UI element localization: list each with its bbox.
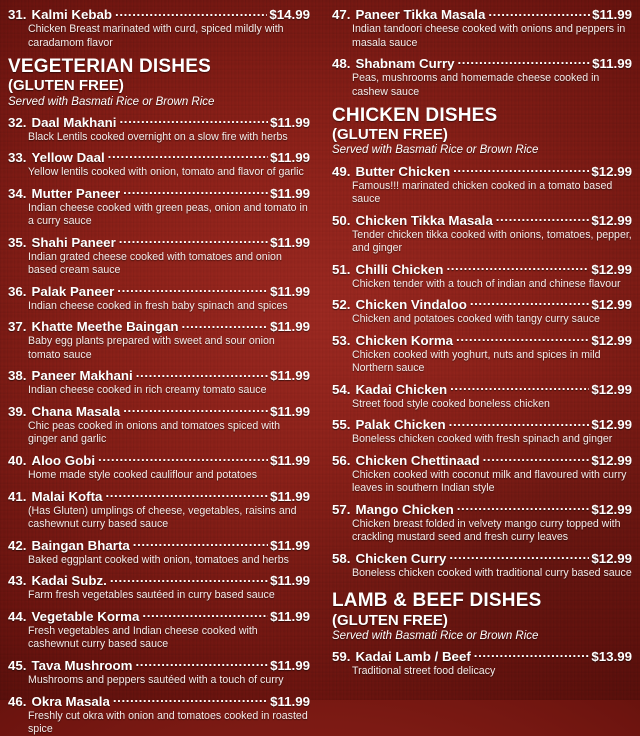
menu-item — [8, 572, 310, 603]
menu-item-line — [332, 648, 632, 664]
menu-item — [332, 381, 632, 412]
menu-item-line — [332, 162, 632, 178]
menu-item-price: $11.99 — [270, 150, 310, 166]
menu-item-number: 41. — [8, 488, 27, 504]
menu-item — [332, 55, 632, 99]
menu-item-description: Chicken breast folded in velvety mango curry topped with crackling mustard seed and fresh curry leaves — [352, 518, 621, 544]
dot-leader — [123, 185, 268, 198]
dot-leader — [133, 536, 268, 549]
dot-leader — [110, 572, 268, 585]
menu-item-description: Chicken cooked with coconut milk and flavoured with curry leaves in southern Indian style — [352, 469, 627, 495]
menu-item-number: 35. — [8, 234, 27, 250]
dot-leader — [108, 149, 268, 162]
menu-item-price: $12.99 — [591, 417, 632, 433]
menu-item-description: Chicken tender with a touch of indian and chinese flavour — [352, 277, 621, 290]
menu-item-name: Baingan Bharta — [31, 537, 130, 553]
dot-leader — [453, 162, 589, 175]
menu-item-line — [332, 55, 632, 71]
menu-item-description: Boneless chicken cooked with fresh spinach and ginger — [352, 433, 613, 446]
menu-item-name: Chicken Tikka Masala — [355, 212, 493, 228]
menu-item-name: Khatte Meethe Baingan — [31, 319, 179, 335]
menu-item-name: Kadai Chicken — [355, 381, 448, 397]
menu-item-price: $11.99 — [270, 657, 310, 673]
menu-item-line — [8, 608, 310, 624]
menu-item-price: $11.99 — [592, 7, 632, 23]
menu-item-price: $11.99 — [592, 56, 632, 72]
menu-item-line — [8, 657, 310, 673]
menu-item-description: Home made style cooked cauliflour and potatoes — [28, 469, 258, 482]
menu-item-line — [8, 572, 310, 588]
section-title: CHICKEN DISHES — [332, 104, 498, 126]
menu-item-name: Mango Chicken — [355, 502, 454, 518]
menu-item-line — [8, 536, 310, 552]
menu-item-price: $11.99 — [270, 537, 310, 553]
menu-item-number: 47. — [332, 7, 351, 23]
menu-item — [332, 211, 632, 255]
menu-left-column — [8, 6, 320, 735]
menu-item — [8, 692, 310, 736]
menu-item — [8, 283, 310, 314]
menu-item-name: Daal Makhani — [31, 114, 117, 130]
menu-item-description: Chicken Breast marinated with curd, spiced mildly with caradamom flavor — [28, 23, 284, 49]
menu-item — [332, 648, 632, 679]
menu-item — [332, 501, 632, 545]
menu-item-price: $12.99 — [591, 381, 632, 397]
menu-item-name: Chilli Chicken — [355, 261, 444, 277]
section-header-lamb-beef — [332, 590, 632, 643]
menu-item — [332, 332, 632, 376]
menu-item — [8, 367, 310, 398]
menu-item-number: 39. — [8, 404, 27, 420]
menu-item — [8, 487, 310, 531]
section-title: LAMB & BEEF DISHES — [332, 590, 542, 612]
menu-item-number: 33. — [8, 150, 27, 166]
menu-item-description: Street food style cooked boneless chicken — [352, 397, 550, 410]
menu-item-description: Chicken and potatoes cooked with tangy curry sauce — [352, 313, 600, 326]
menu-item-description: Chicken cooked with yoghurt, nuts and spices in mild Northern sauce — [352, 348, 601, 375]
menu-item-price: $12.99 — [591, 332, 632, 348]
menu-item-line — [8, 318, 310, 334]
dot-leader — [105, 487, 268, 500]
menu-item-name: Butter Chicken — [355, 163, 451, 179]
dot-leader — [474, 648, 590, 661]
menu-item-line — [332, 211, 632, 227]
menu-item-line — [332, 550, 632, 566]
menu-item-description: Indian cheese cooked with green peas, onion and tomato in a curry sauce — [28, 201, 308, 228]
menu-item-line — [332, 381, 632, 397]
section-note: Served with Basmati Rice or Brown Rice — [332, 144, 539, 157]
menu-item — [8, 536, 310, 567]
dot-leader — [458, 55, 591, 68]
menu-item — [8, 403, 310, 447]
section-header-chicken — [332, 105, 632, 158]
menu-item-description: (Has Gluten) umplings of cheese, vegetables, raisins and cashewnut curry based sauce — [28, 504, 297, 531]
menu-item-number: 49. — [332, 163, 351, 179]
menu-item-description: Indian cheese cooked in fresh baby spinach and spices — [28, 299, 288, 312]
menu-item-name: Mutter Paneer — [31, 185, 121, 201]
menu-item — [8, 452, 310, 483]
menu-item-line — [8, 234, 310, 250]
menu-item-name: Chicken Vindaloo — [355, 297, 467, 313]
menu-item-name: Palak Chicken — [355, 417, 446, 433]
menu-item-line — [332, 416, 632, 432]
menu-item — [8, 6, 310, 50]
menu-item-description: Baked eggplant cooked with onion, tomatoes and herbs — [28, 553, 289, 566]
menu-item-description: Indian grated cheese cooked with tomatoes and onion based cream sauce — [28, 250, 282, 277]
menu-item-line — [8, 149, 310, 165]
section-header-vegetarian — [8, 56, 310, 109]
menu-item-number: 42. — [8, 537, 27, 553]
menu-item-name: Okra Masala — [31, 693, 110, 709]
menu-item — [8, 608, 310, 652]
menu-item-line — [8, 692, 310, 708]
menu-item-name: Chicken Korma — [355, 332, 454, 348]
menu-item-name: Paneer Tikka Masala — [355, 7, 486, 23]
menu-item-name: Kadai Subz. — [31, 573, 107, 589]
menu-item-number: 57. — [332, 502, 351, 518]
menu-item-line — [332, 6, 632, 22]
section-subtitle: (GLUTEN FREE) — [8, 77, 124, 95]
dot-leader — [449, 416, 590, 429]
menu-right-column — [320, 6, 632, 700]
section-subtitle: (GLUTEN FREE) — [332, 611, 448, 629]
menu-item-line — [8, 283, 310, 299]
dot-leader — [456, 332, 589, 345]
dot-leader — [113, 692, 268, 705]
section-note: Served with Basmati Rice or Brown Rice — [332, 629, 539, 642]
menu-item-number: 43. — [8, 573, 27, 589]
menu-item-name: Vegetable Korma — [31, 609, 140, 624]
menu-item-line — [332, 501, 632, 517]
menu-item-line — [8, 185, 310, 201]
menu-item-number: 38. — [8, 368, 27, 384]
menu-items-continued — [8, 6, 310, 50]
menu-item-price: $13.99 — [591, 649, 632, 665]
menu-item-price: $11.99 — [270, 114, 310, 130]
menu-item-description: Indian cheese cooked in rich creamy tomato sauce — [28, 384, 267, 397]
menu-item-line — [8, 367, 310, 383]
menu-item — [8, 318, 310, 362]
menu-item-line — [332, 332, 632, 348]
menu-item-description: Chic peas cooked in onions and tomatoes spiced with ginger and garlic — [28, 420, 281, 446]
menu-item-price: $11.99 — [270, 283, 310, 299]
menu-item-number: 31. — [8, 7, 27, 23]
menu-item-number: 36. — [8, 283, 27, 299]
menu-item-description: Famous!!! marinated chicken cooked in a tomato based sauce — [352, 179, 613, 205]
menu-item — [332, 452, 632, 496]
menu-item-number: 34. — [8, 185, 27, 201]
menu-item-name: Shahi Paneer — [31, 234, 116, 250]
dot-leader — [123, 403, 268, 416]
menu-item-name: Yellow Daal — [31, 150, 105, 166]
menu-item-price: $12.99 — [591, 551, 632, 567]
menu-item-number: 51. — [332, 261, 351, 277]
menu-item-description: Boneless chicken cooked with traditional curry based sauce — [352, 567, 632, 580]
menu-item-price: $11.99 — [270, 185, 310, 201]
menu-item-price: $12.99 — [591, 297, 632, 313]
menu-item-line — [8, 113, 310, 129]
menu-item-list-vegetarian-continued — [332, 6, 632, 99]
menu-item — [332, 296, 632, 327]
menu-item-list-vegetarian — [8, 113, 310, 736]
dot-leader — [135, 657, 268, 670]
menu-item-name: Shabnam Curry — [355, 56, 455, 72]
dot-leader — [98, 452, 268, 465]
menu-item-line — [8, 487, 310, 503]
menu-item-number: 54. — [332, 381, 351, 397]
menu-item-name: Palak Paneer — [31, 283, 115, 299]
menu-item — [8, 234, 310, 278]
menu-item-price: $11.99 — [270, 404, 310, 420]
menu-item-number: 53. — [332, 332, 351, 348]
dot-leader — [470, 296, 590, 309]
menu-item-number: 56. — [332, 453, 351, 469]
menu-item-price: $12.99 — [591, 163, 632, 179]
dot-leader — [446, 260, 589, 273]
menu-item — [332, 416, 632, 447]
menu-item — [332, 6, 632, 50]
menu-item-line — [332, 296, 632, 312]
menu-item-price: $11.99 — [270, 573, 310, 589]
menu-item — [8, 113, 310, 144]
menu-item-price: $12.99 — [591, 261, 632, 277]
menu-item-description: Mushrooms and peppers sautéed with a touch of curry — [28, 673, 284, 686]
dot-leader — [117, 283, 268, 296]
menu-item-number: 58. — [332, 551, 351, 567]
dot-leader — [496, 211, 590, 224]
menu-item-description: Indian tandoori cheese cooked with onions and peppers in masala sauce — [352, 23, 626, 49]
menu-item-price: $11.99 — [270, 693, 310, 709]
menu-item-description: Peas, mushrooms and homemade cheese cooked in cashew sauce — [352, 72, 600, 98]
menu-item-name: Aloo Gobi — [31, 453, 96, 469]
menu-item-name: Tava Mushroom — [31, 657, 133, 673]
section-subtitle: (GLUTEN FREE) — [332, 126, 448, 144]
menu-item-number: 50. — [332, 212, 351, 228]
menu-item-number: 44. — [8, 609, 27, 624]
menu-item-name: Malai Kofta — [31, 488, 103, 504]
menu-item-description: Baby egg plants prepared with sweet and sour onion tomato sauce — [28, 335, 275, 361]
menu-item — [332, 260, 632, 291]
menu-item-price: $14.99 — [269, 7, 310, 23]
menu-item-description: Yellow lentils cooked with onion, tomato and flavor of garlic — [28, 166, 304, 179]
menu-item-price: $11.99 — [270, 453, 310, 469]
menu-item-description: Farm fresh vegetables sautéed in curry based sauce — [28, 589, 275, 602]
menu-item-line — [8, 6, 310, 22]
menu-item — [8, 149, 310, 180]
menu-item-number: 45. — [8, 657, 27, 673]
menu-item-price: $11.99 — [270, 609, 310, 624]
dot-leader — [142, 608, 268, 621]
dot-leader — [483, 452, 590, 465]
menu-item-price: $12.99 — [591, 212, 632, 228]
menu-item-name: Chana Masala — [31, 404, 121, 420]
dot-leader — [450, 381, 589, 394]
dot-leader — [182, 318, 269, 331]
menu-item-list-chicken — [332, 162, 632, 580]
menu-item-name: Kalmi Kebab — [31, 7, 113, 23]
menu-item-name: Paneer Makhani — [31, 368, 133, 384]
menu-item-price: $11.99 — [270, 488, 310, 504]
menu-item-price: $12.99 — [591, 453, 632, 469]
menu-item — [332, 550, 632, 581]
menu-item-price: $11.99 — [270, 234, 310, 250]
menu-item — [332, 162, 632, 206]
dot-leader — [136, 367, 268, 380]
menu-item-number: 55. — [332, 417, 351, 433]
dot-leader — [115, 6, 267, 19]
dot-leader — [488, 6, 590, 19]
menu-item-price: $11.99 — [270, 319, 310, 335]
dot-leader — [119, 234, 268, 247]
menu-item-number: 59. — [332, 649, 351, 665]
menu-item-name: Chicken Curry — [355, 551, 447, 567]
dot-leader — [119, 113, 268, 126]
menu-item-list-lamb-beef — [332, 648, 632, 679]
menu-item — [8, 185, 310, 229]
menu-item-number: 32. — [8, 114, 27, 130]
menu-item-description: Traditional street food delicacy — [352, 665, 496, 678]
menu-item-line — [8, 452, 310, 468]
menu-item-price: $11.99 — [270, 368, 310, 384]
section-note: Served with Basmati Rice or Brown Rice — [8, 95, 215, 108]
menu-item-number: 46. — [8, 693, 27, 709]
menu-item-number: 37. — [8, 319, 27, 335]
dot-leader — [457, 501, 590, 514]
menu-item-price: $12.99 — [591, 502, 632, 518]
menu-item-number: 40. — [8, 453, 27, 469]
menu-item-name: Kadai Lamb / Beef — [355, 649, 471, 665]
menu-item — [8, 657, 310, 688]
menu-item-line — [332, 260, 632, 276]
menu-item-description: Tender chicken tikka cooked with onions, tomatoes, pepper, and ginger — [352, 228, 632, 254]
menu-item-description: Freshly cut okra with onion and tomatoes cooked in roasted spice — [28, 709, 308, 735]
menu-item-description: Black Lentils cooked overnight on a slow fire with herbs — [28, 130, 288, 143]
section-title: VEGETERIAN DISHES — [8, 55, 211, 77]
dot-leader — [449, 550, 589, 563]
menu-item-name: Chicken Chettinaad — [355, 453, 480, 469]
menu-item-line — [8, 403, 310, 419]
menu-item-number: 52. — [332, 297, 351, 313]
menu-item-description: Fresh vegetables and Indian cheese cooked with cashewnut curry based sauce — [28, 625, 258, 651]
menu-item-line — [332, 452, 632, 468]
menu-item-number: 48. — [332, 56, 351, 72]
